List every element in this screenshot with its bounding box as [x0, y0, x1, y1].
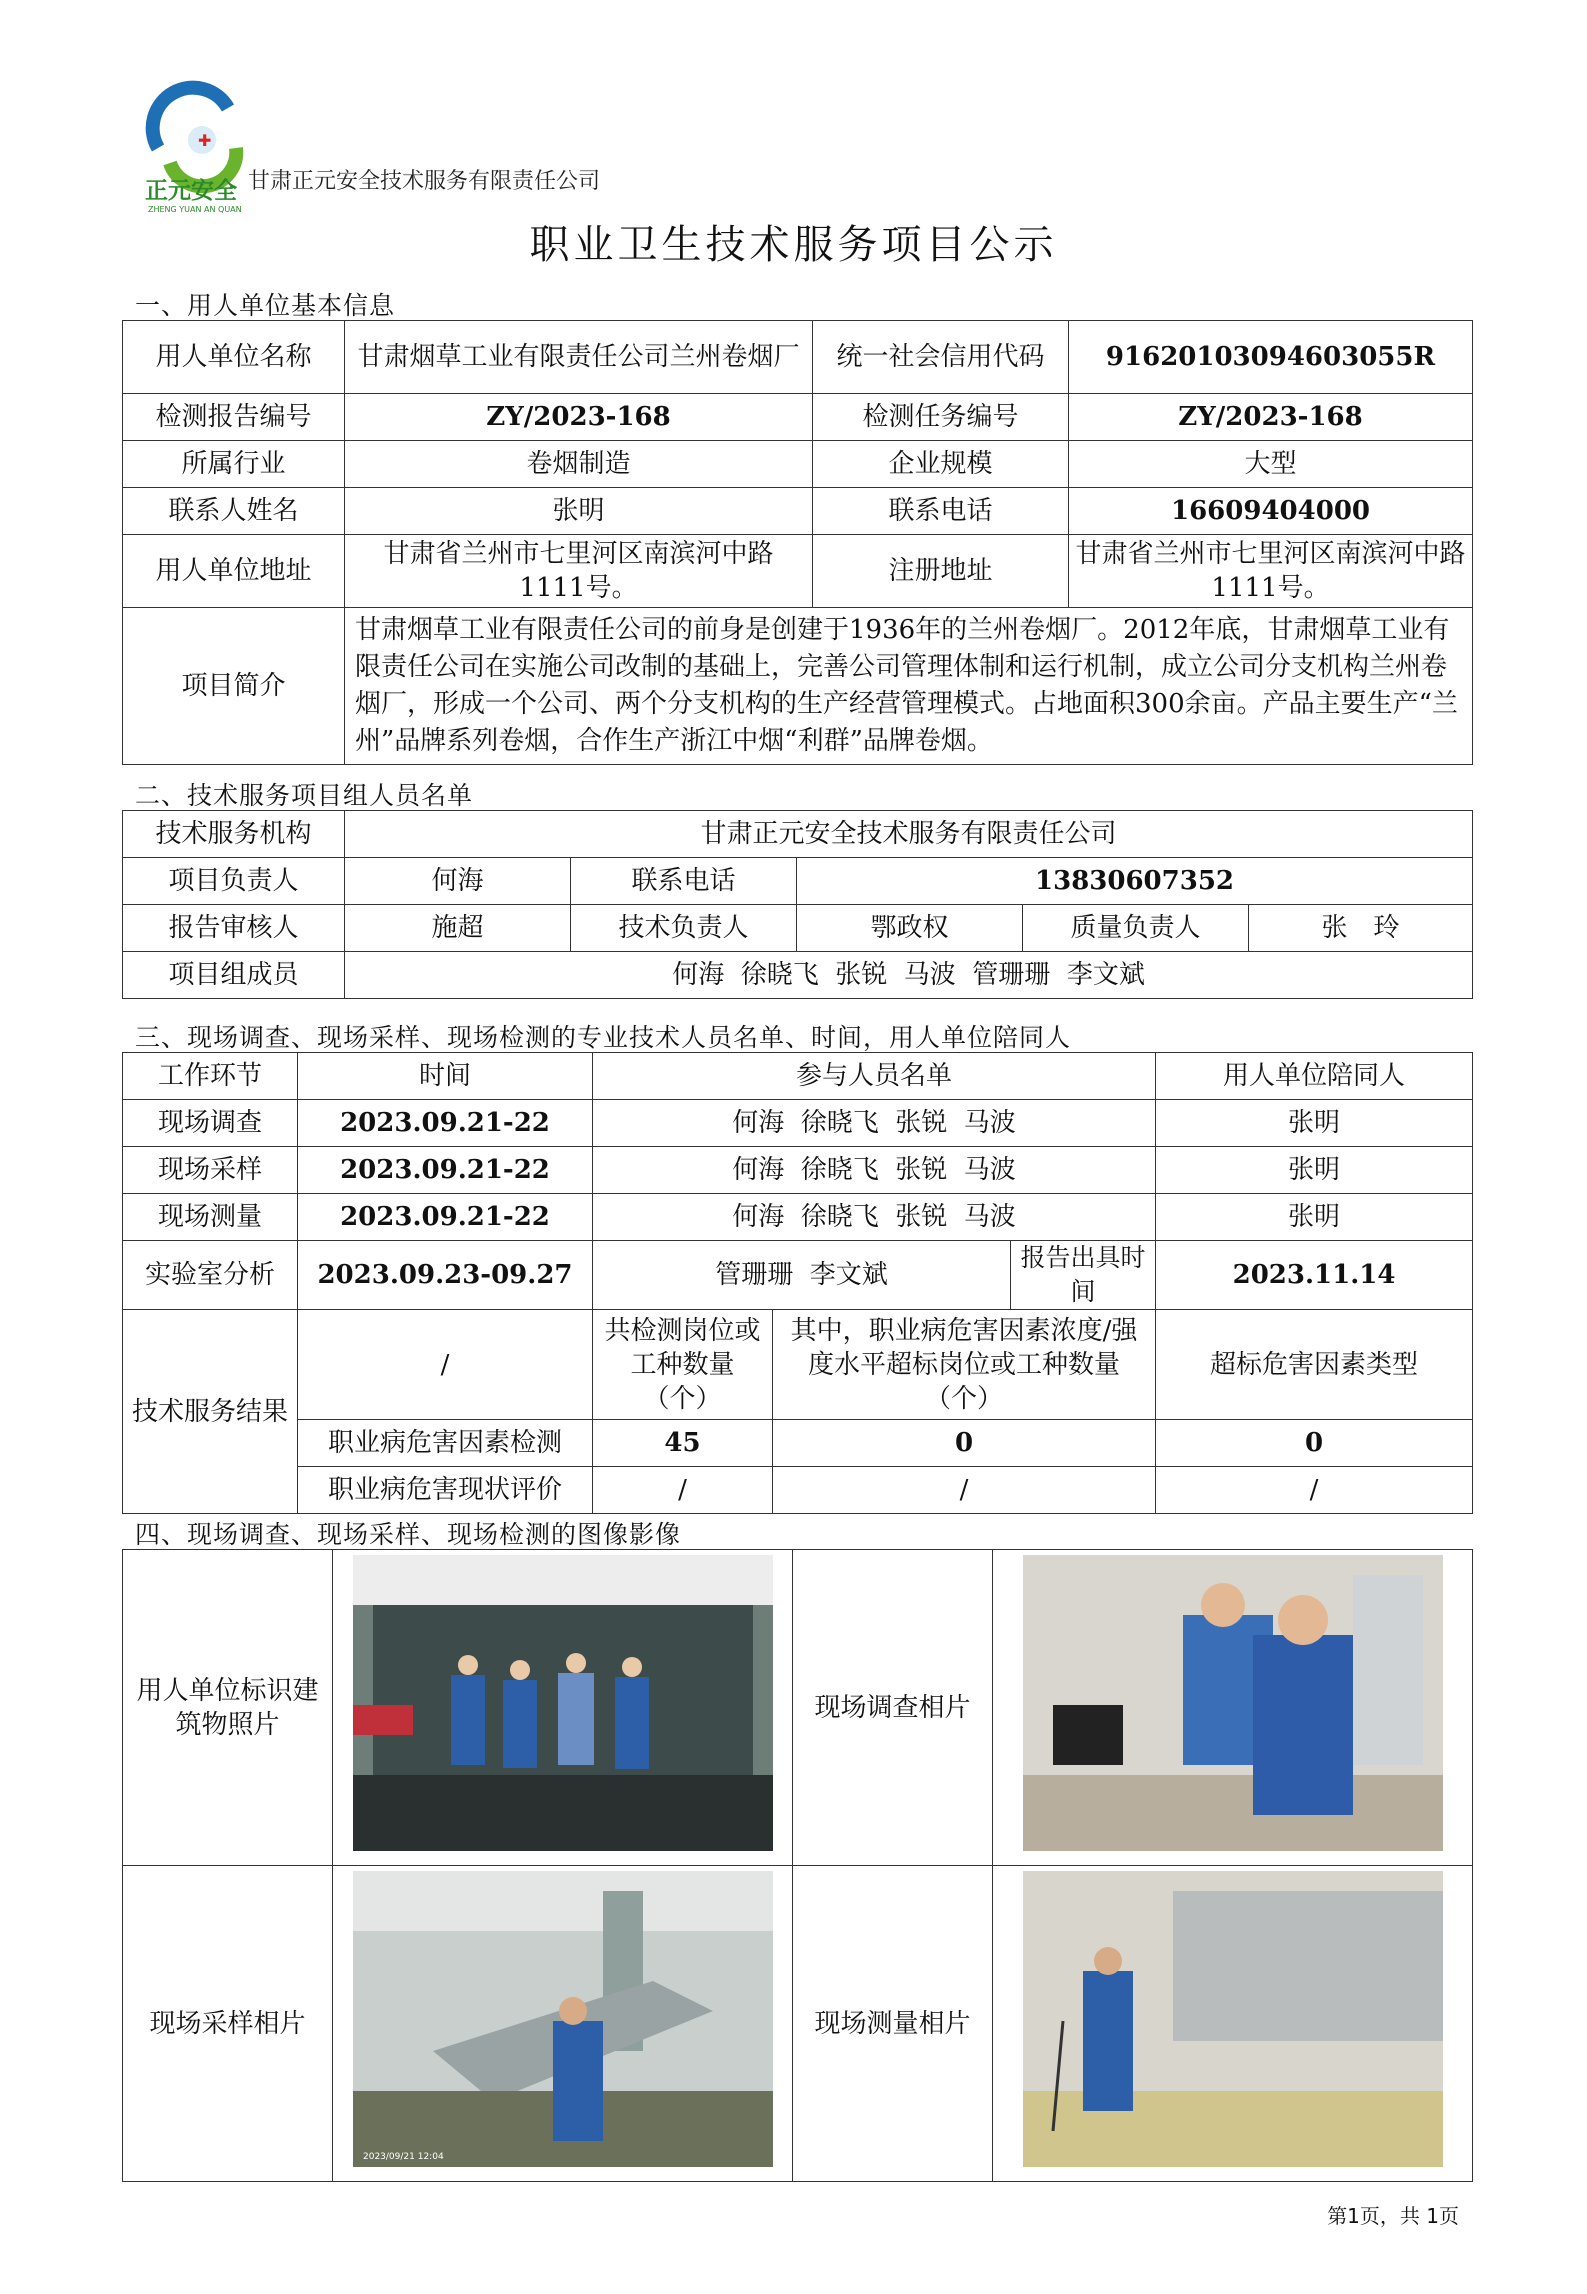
label-credit: 统一社会信用代码	[813, 321, 1069, 394]
logo-subtext: ZHENG YUAN AN QUAN	[148, 205, 242, 214]
label-task: 检测任务编号	[813, 394, 1069, 441]
result-slash: /	[298, 1310, 593, 1420]
svg-text:✚: ✚	[198, 131, 212, 150]
value-reg-address: 甘肃省兰州市七里河区南滨河中路1111号。	[1069, 535, 1473, 608]
team-table	[122, 810, 1473, 999]
row-stage: 现场测量	[123, 1194, 298, 1241]
photo-label-sampling: 现场采样相片	[123, 1866, 333, 2182]
value-address: 甘肃省兰州市七里河区南滨河中路1111号。	[345, 535, 813, 608]
value-quality: 张 玲	[1249, 905, 1473, 952]
result-row1-type: 0	[1156, 1420, 1473, 1467]
section-4-heading: 四、现场调查、现场采样、现场检测的图像影像	[135, 1520, 682, 1549]
lab-stage: 实验室分析	[123, 1241, 298, 1310]
label-tel: 联系电话	[571, 858, 797, 905]
section-3-heading: 三、现场调查、现场采样、现场检测的专业技术人员名单、时间，用人单位陪同人	[135, 1023, 1072, 1052]
value-lead: 何海	[345, 858, 571, 905]
survey-photo	[1023, 1555, 1443, 1851]
label-members: 项目组成员	[123, 952, 345, 999]
label-scale: 企业规模	[813, 441, 1069, 488]
row-accompany: 张明	[1156, 1194, 1473, 1241]
row-time: 2023.09.21-22	[298, 1147, 593, 1194]
lab-time: 2023.09.23-09.27	[298, 1241, 593, 1310]
table-row	[123, 1147, 1473, 1194]
value-credit: 91620103094603055R	[1069, 321, 1473, 394]
row-people: 何海 徐晓飞 张锐 马波	[593, 1100, 1156, 1147]
row-time: 2023.09.21-22	[298, 1194, 593, 1241]
row-time: 2023.09.21-22	[298, 1100, 593, 1147]
value-tel: 13830607352	[797, 858, 1473, 905]
header	[140, 78, 840, 218]
photo-table	[122, 1549, 1473, 2182]
page-title: 职业卫生技术服务项目公示	[529, 222, 1058, 268]
label-reg-address: 注册地址	[813, 535, 1069, 608]
basic-info-table	[122, 320, 1473, 765]
label-phone: 联系电话	[813, 488, 1069, 535]
label-quality: 质量负责人	[1023, 905, 1249, 952]
label-issue-date: 报告出具时间	[1011, 1241, 1156, 1310]
result-header-exceed: 其中，职业病危害因素浓度/强度水平超标岗位或工种数量（个）	[773, 1310, 1156, 1420]
value-reviewer: 施超	[345, 905, 571, 952]
row-accompany: 张明	[1156, 1100, 1473, 1147]
value-report: ZY/2023-168	[345, 394, 813, 441]
building-photo	[353, 1555, 773, 1851]
result-header-count: 共检测岗位或工种数量（个）	[593, 1310, 773, 1420]
value-issue-date: 2023.11.14	[1156, 1241, 1473, 1310]
value-industry: 卷烟制造	[345, 441, 813, 488]
photo-timestamp: 2023/09/21 12:04	[362, 2152, 444, 2162]
value-contact: 张明	[345, 488, 813, 535]
header-time: 时间	[298, 1053, 593, 1100]
row-people: 何海 徐晓飞 张锐 马波	[593, 1147, 1156, 1194]
measure-photo	[1023, 1871, 1443, 2167]
header-accompany: 用人单位陪同人	[1156, 1053, 1473, 1100]
header-people: 参与人员名单	[593, 1053, 1156, 1100]
value-task: ZY/2023-168	[1069, 394, 1473, 441]
result-row2-type: /	[1156, 1467, 1473, 1514]
fieldwork-table	[122, 1052, 1473, 1514]
page-number: 第1页，共 1页	[1327, 2204, 1459, 2228]
label-tech: 技术负责人	[571, 905, 797, 952]
label-industry: 所属行业	[123, 441, 345, 488]
label-lead: 项目负责人	[123, 858, 345, 905]
header-stage: 工作环节	[123, 1053, 298, 1100]
result-row2-label: 职业病危害现状评价	[298, 1467, 593, 1514]
result-header-type: 超标危害因素类型	[1156, 1310, 1473, 1420]
value-tech: 鄂政权	[797, 905, 1023, 952]
photo-label-measure: 现场测量相片	[793, 1866, 993, 2182]
company-logo	[140, 78, 250, 218]
value-org: 甘肃正元安全技术服务有限责任公司	[345, 811, 1473, 858]
result-row1-exceed: 0	[773, 1420, 1156, 1467]
section-1-heading: 一、用人单位基本信息	[135, 291, 396, 320]
result-label: 技术服务结果	[123, 1310, 298, 1514]
label-address: 用人单位地址	[123, 535, 345, 608]
result-row2-exceed: /	[773, 1467, 1156, 1514]
label-intro: 项目简介	[123, 608, 345, 765]
company-name: 甘肃正元安全技术服务有限责任公司	[248, 169, 601, 194]
value-name: 甘肃烟草工业有限责任公司兰州卷烟厂	[345, 321, 813, 394]
row-people: 何海 徐晓飞 张锐 马波	[593, 1194, 1156, 1241]
row-stage: 现场调查	[123, 1100, 298, 1147]
logo-text: 正元安全	[145, 178, 237, 204]
photo-label-building: 用人单位标识建筑物照片	[123, 1550, 333, 1866]
result-row1-count: 45	[593, 1420, 773, 1467]
photo-label-survey: 现场调查相片	[793, 1550, 993, 1866]
sampling-photo	[353, 1871, 773, 2167]
lab-people: 管珊珊 李文斌	[593, 1241, 1011, 1310]
table-row	[123, 1100, 1473, 1147]
section-2-heading: 二、技术服务项目组人员名单	[135, 781, 474, 810]
result-row2-count: /	[593, 1467, 773, 1514]
label-name: 用人单位名称	[123, 321, 345, 394]
result-row1-label: 职业病危害因素检测	[298, 1420, 593, 1467]
label-contact: 联系人姓名	[123, 488, 345, 535]
table-row	[123, 1194, 1473, 1241]
label-reviewer: 报告审核人	[123, 905, 345, 952]
label-org: 技术服务机构	[123, 811, 345, 858]
value-intro: 甘肃烟草工业有限责任公司的前身是创建于1936年的兰州卷烟厂。2012年底，甘肃烟草工业有限责任公司在实施公司改制的基础上，完善公司管理体制和运行机制，成立公司分支机构兰州卷烟厂，形成一个公司、两个分支机构的生产经营管理模式。占地面积300余亩。产品主要生产“兰州”品牌系列卷烟，合作生产浙江中烟“利群”品牌卷烟。	[345, 608, 1473, 765]
value-scale: 大型	[1069, 441, 1473, 488]
value-phone: 16609404000	[1069, 488, 1473, 535]
value-members: 何海 徐晓飞 张锐 马波 管珊珊 李文斌	[345, 952, 1473, 999]
label-report: 检测报告编号	[123, 394, 345, 441]
row-stage: 现场采样	[123, 1147, 298, 1194]
row-accompany: 张明	[1156, 1147, 1473, 1194]
